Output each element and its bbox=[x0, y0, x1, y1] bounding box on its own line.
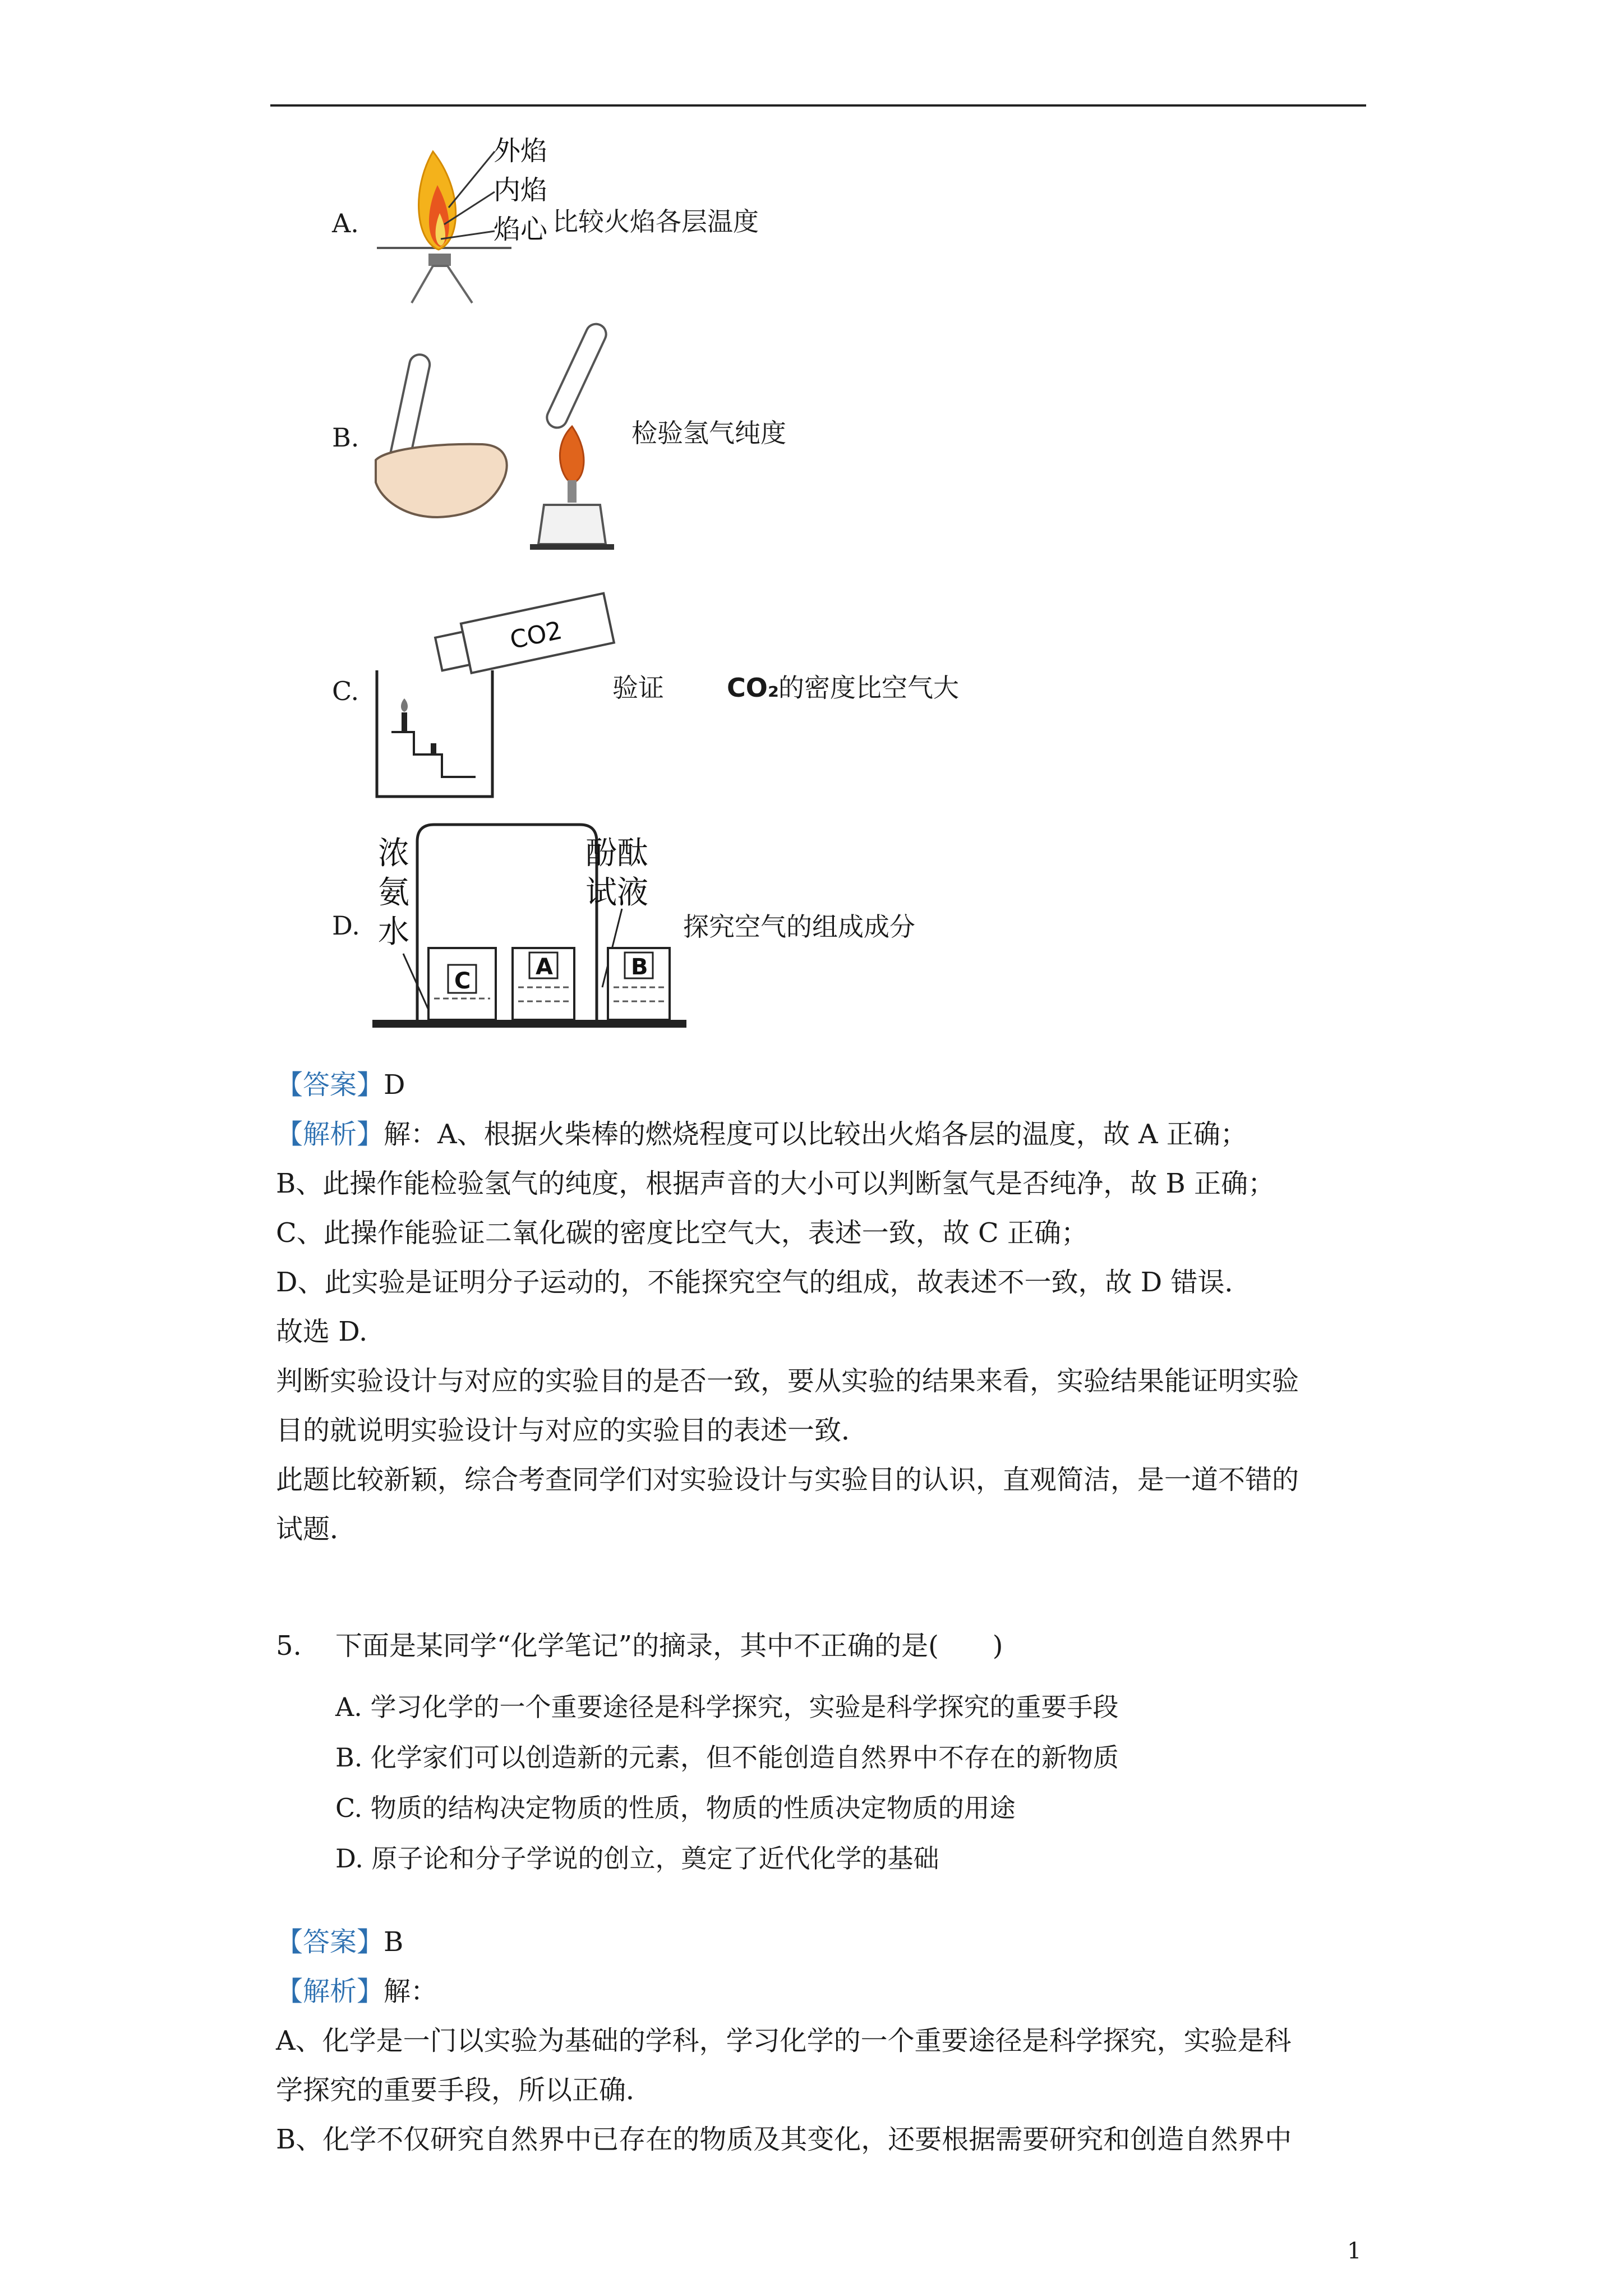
option-a-letter: A. bbox=[332, 208, 359, 238]
q4-answer-line bbox=[276, 1060, 1370, 1110]
bottle-label: CO2 bbox=[507, 616, 565, 655]
q5-option-c: C. 物质的结构决定物质的性质，物质的性质决定物质的用途 bbox=[335, 1793, 1016, 1823]
q4-analysis-line-0: 【解析】解：A、根据火柴棒的燃烧程度可以比较出火焰各层的温度，故 A 正确； bbox=[276, 1119, 1247, 1150]
flame-diagram bbox=[377, 129, 568, 309]
q5-options bbox=[335, 1682, 1429, 1884]
option-c-text-suffix: 的密度比空气大 bbox=[778, 673, 959, 703]
analysis-label: 【解析】 bbox=[276, 1119, 384, 1150]
q5-option-d: D. 原子论和分子学说的创立，奠定了近代化学的基础 bbox=[335, 1843, 939, 1874]
label-phenolphthalein-1: 酚酞 bbox=[585, 835, 648, 872]
page-number: 1 bbox=[1347, 2238, 1362, 2264]
q4-analysis-line-2: C、此操作能验证二氧化碳的密度比空气大，表述一致，故 C 正确； bbox=[276, 1217, 1088, 1249]
option-c-letter: C. bbox=[332, 676, 359, 706]
q4-analysis-line-3: D、此实验是证明分子运动的，不能探究空气的组成，故表述不一致，故 D 错误． bbox=[276, 1267, 1252, 1298]
label-flame-core: 焰心 bbox=[494, 214, 548, 245]
label-outer-flame: 外焰 bbox=[494, 135, 548, 167]
q5-analysis-line-0: A、化学是一门以实验为基础的学科，学习化学的一个重要途径是科学探究，实验是科 bbox=[276, 2025, 1292, 2056]
co2-density-diagram bbox=[375, 586, 621, 799]
molecule-motion-diagram bbox=[372, 819, 686, 1032]
beaker-c-label: C bbox=[454, 968, 471, 994]
q4-analysis-line-5: 判断实验设计与对应的实验目的是否一致，要从实验的结果来看，实验结果能证明实验 bbox=[276, 1365, 1299, 1397]
beaker-b-label: B bbox=[631, 954, 648, 980]
q5-stem: 下面是某同学“化学笔记”的摘录，其中不正确的是( ) bbox=[335, 1630, 1003, 1662]
q4-analysis-line-6: 目的就说明实验设计与对应的实验目的表述一致． bbox=[276, 1415, 869, 1446]
q5-number: 5. bbox=[276, 1630, 302, 1662]
q4-analysis-line-4: 故选 D. bbox=[276, 1316, 368, 1347]
q5-analysis-line-2: B、化学不仅研究自然界中已存在的物质及其变化，还要根据需要研究和创造自然界中 bbox=[276, 2124, 1292, 2155]
q5-option-a: A. 学习化学的一个重要途径是科学探究，实验是科学探究的重要手段 bbox=[335, 1692, 1119, 1722]
label-phenolphthalein-2: 试液 bbox=[585, 875, 648, 911]
label-inner-flame: 内焰 bbox=[494, 174, 548, 206]
label-concentrated-3: 水 bbox=[378, 914, 409, 950]
q5-answer-value: B bbox=[384, 1926, 404, 1958]
answer-value: D bbox=[384, 1069, 405, 1101]
beaker-a-label: A bbox=[536, 954, 553, 980]
option-a-text: 比较火焰各层温度 bbox=[552, 206, 759, 237]
q4-answer-block bbox=[276, 1060, 1370, 1554]
q4-analysis-line-1: B、此操作能检验氢气的纯度，根据声音的大小可以判断氢气是否纯净，故 B 正确； bbox=[276, 1168, 1275, 1199]
q4-analysis-line-7: 此题比较新颖，综合考查同学们对实验设计与实验目的认识，直观简洁，是一道不错的 bbox=[276, 1464, 1299, 1496]
q5-analysis-label: 【解析】 bbox=[276, 1976, 384, 2007]
hydrogen-test-diagram bbox=[370, 314, 639, 555]
answer-label: 【答案】 bbox=[276, 1069, 384, 1101]
q4-analysis-line-8: 试题． bbox=[276, 1513, 357, 1545]
q5-answer-line bbox=[276, 1917, 1370, 1967]
co2-formula: CO₂ bbox=[727, 673, 780, 703]
option-b-text: 检验氢气纯度 bbox=[631, 418, 786, 448]
header-rule bbox=[270, 104, 1366, 107]
q5-option-b: B. 化学家们可以创造新的元素，但不能创造自然界中不存在的新物质 bbox=[335, 1742, 1119, 1773]
option-d-text: 探究空气的组成成分 bbox=[683, 912, 915, 942]
option-b-letter: B. bbox=[332, 422, 359, 453]
q5-answer-block bbox=[276, 1917, 1370, 2164]
label-concentrated-1: 浓 bbox=[378, 835, 409, 872]
q5-answer-label: 【答案】 bbox=[276, 1926, 384, 1958]
label-concentrated-2: 氨 bbox=[378, 875, 409, 911]
q5-analysis-line-1: 学探究的重要手段，所以正确． bbox=[276, 2074, 653, 2106]
option-d-letter: D. bbox=[332, 910, 360, 941]
option-c-text-prefix: 验证 bbox=[612, 673, 664, 703]
q5-analysis-head: 【解析】解： bbox=[276, 1976, 438, 2007]
